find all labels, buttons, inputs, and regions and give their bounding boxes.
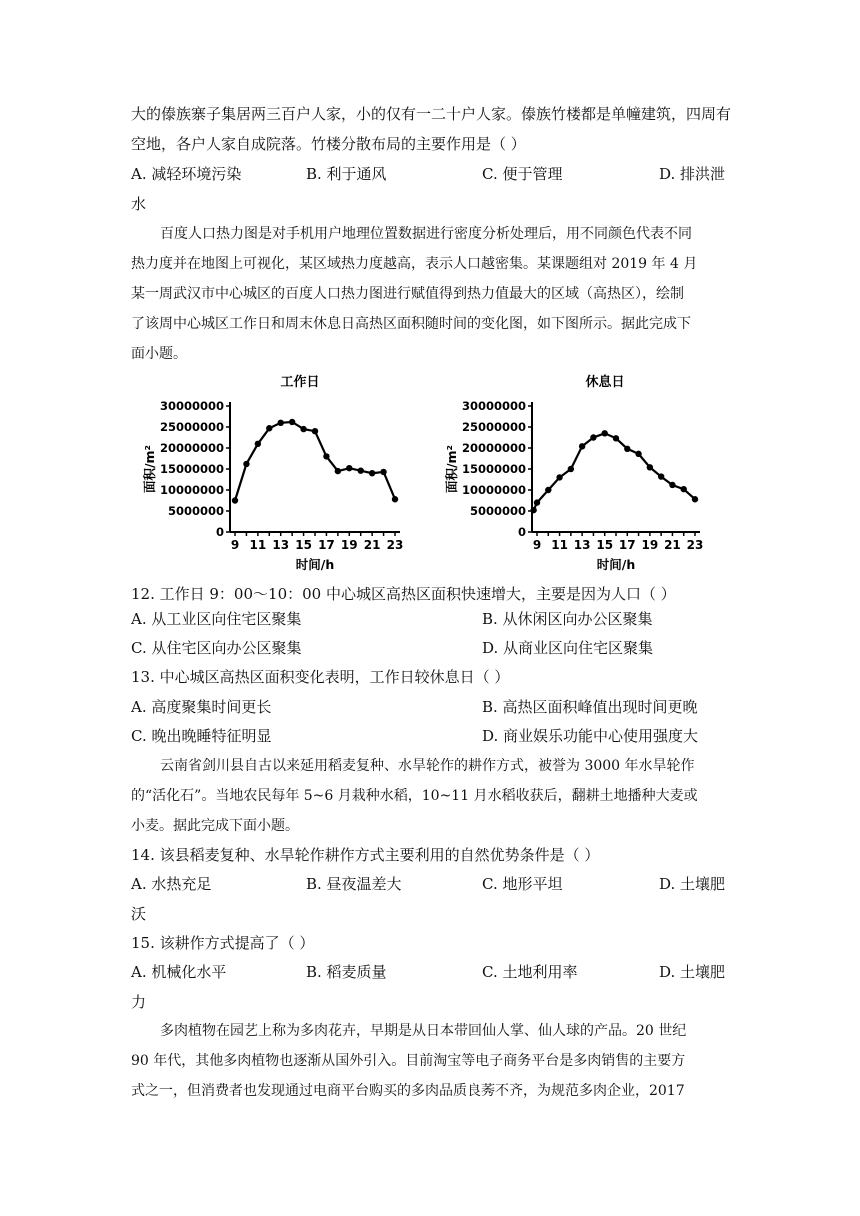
q15-option-c: C. 土地利用率 <box>482 963 578 981</box>
data-point <box>658 473 664 479</box>
data-point <box>579 443 585 449</box>
y-axis-label: 面积/m² <box>444 444 459 494</box>
x-tick-label: 17 <box>318 538 335 552</box>
x-tick-label: 17 <box>618 538 636 552</box>
y-axis-label: 面积/m² <box>142 444 157 494</box>
data-point <box>289 419 295 425</box>
passage2-line2: 热力度并在地图上可视化，某区域热力度越高，表示人口越密集。某课题组对 2019 年 4 月 <box>131 256 698 272</box>
chart-title: 工作日 <box>280 375 320 390</box>
y-tick-label: 0 <box>215 525 224 539</box>
data-point <box>556 474 562 480</box>
data-point <box>613 435 619 441</box>
q12-option-a: A. 从工业区向住宅区聚集 <box>131 610 302 628</box>
data-point <box>243 461 249 467</box>
passage2-line1: 百度人口热力图是对手机用户地理位置数据进行密度分析处理后，用不同颜色代表不同 <box>160 226 692 242</box>
q15-stem: 15. 该耕作方式提高了（ ） <box>131 934 315 952</box>
data-point <box>647 464 653 470</box>
passage1-line2: 空地，各户人家自成院落。竹楼分散布局的主要作用是（ ） <box>131 135 526 153</box>
y-tick-label: 25000000 <box>159 420 224 434</box>
passage4-line1: 多肉植物在园艺上称为多肉花卉，早期是从日本带回仙人掌、仙人球的产品。20 世纪 <box>160 1023 687 1039</box>
passage3-line3: 小麦。据此完成下面小题。 <box>131 818 299 834</box>
x-tick-label: 11 <box>551 538 568 552</box>
q14-option-d: D. 土壤肥 <box>659 875 726 893</box>
data-point <box>692 496 698 502</box>
q11-option-d-wrap: 水 <box>131 195 147 213</box>
passage2-line4: 了该周中心城区工作日和周末休息日高热区面积随时间的变化图，如下图所示。据此完成下 <box>131 316 691 332</box>
x-tick-label: 13 <box>272 538 290 552</box>
data-point <box>624 446 630 452</box>
x-tick-label: 9 <box>532 538 542 552</box>
x-tick-label: 19 <box>340 538 358 552</box>
passage3-line1: 云南省剑川县自古以来延用稻麦复种、水旱轮作的耕作方式，被誉为 3000 年水旱轮作 <box>160 758 695 774</box>
q15-option-a: A. 机械化水平 <box>131 963 227 981</box>
q11-option-c: C. 便于管理 <box>482 165 563 183</box>
y-tick-label: 10000000 <box>159 483 224 497</box>
y-tick-label: 0 <box>517 525 526 539</box>
q13-stem: 13. 中心城区高热区面积变化表明，工作日较休息日（ ） <box>131 668 510 686</box>
y-tick-label: 20000000 <box>159 441 224 455</box>
data-point <box>669 482 675 488</box>
q11-option-b: B. 利于通风 <box>306 165 387 183</box>
data-point <box>278 420 284 426</box>
data-point <box>530 507 536 513</box>
y-tick-label: 30000000 <box>159 399 224 413</box>
y-tick-label: 15000000 <box>159 462 224 476</box>
data-point <box>602 430 608 436</box>
y-tick-label: 15000000 <box>461 462 526 476</box>
q15-option-d: D. 土壤肥 <box>659 963 726 981</box>
data-point <box>392 496 398 502</box>
data-point <box>323 453 329 459</box>
x-axis-label: 时间/h <box>596 557 636 572</box>
q12-option-d: D. 从商业区向住宅区聚集 <box>482 639 654 657</box>
data-point <box>369 470 375 476</box>
passage4-line2: 90 年代，其他多肉植物也逐渐从国外引入。目前淘宝等电子商务平台是多肉销售的主要方 <box>131 1053 686 1069</box>
data-point <box>300 426 306 432</box>
passage1-line1: 大的傣族寨子集居两三百户人家，小的仅有一二十户人家。傣族竹楼都是单幢建筑，四周有 <box>131 105 732 123</box>
y-tick-label: 25000000 <box>461 420 526 434</box>
x-tick-label: 9 <box>230 538 240 552</box>
data-point <box>568 466 574 472</box>
q13-option-d: D. 商业娱乐功能中心使用强度大 <box>482 727 699 745</box>
x-tick-label: 23 <box>686 538 704 552</box>
charts-figure <box>130 368 730 580</box>
data-point <box>346 465 352 471</box>
x-axis-label: 时间/h <box>295 557 335 572</box>
q13-option-b: B. 高热区面积峰值出现时间更晚 <box>482 698 698 716</box>
data-point <box>681 486 687 492</box>
passage2-line3: 某一周武汉市中心城区的百度人口热力图进行赋值得到热力值最大的区域（高热区），绘制 <box>131 286 684 302</box>
data-point <box>312 428 318 434</box>
x-tick-label: 15 <box>295 538 312 552</box>
x-tick-label: 21 <box>363 538 381 552</box>
data-point <box>255 441 261 447</box>
y-tick-label: 30000000 <box>461 399 526 413</box>
q14-option-c: C. 地形平坦 <box>482 875 563 893</box>
q14-option-b: B. 昼夜温差大 <box>306 875 402 893</box>
q14-option-a: A. 水热充足 <box>131 875 212 893</box>
q13-option-a: A. 高度聚集时间更长 <box>131 698 272 716</box>
passage2-line5: 面小题。 <box>131 346 187 362</box>
passage3-line2: 的“活化石”。当地农民每年 5~6 月栽种水稻，10~11 月水稻收获后，翻耕土地播种大麦或 <box>131 788 698 804</box>
q12-option-b: B. 从休闲区向办公区聚集 <box>482 610 653 628</box>
q15-option-d-wrap: 力 <box>131 993 147 1011</box>
y-tick-label: 20000000 <box>461 441 526 455</box>
data-point <box>635 451 641 457</box>
q11-option-a: A. 减轻环境污染 <box>131 165 242 183</box>
x-tick-label: 13 <box>573 538 591 552</box>
q11-option-d: D. 排洪泄 <box>659 165 726 183</box>
passage4-line3: 式之一，但消费者也发现通过电商平台购买的多肉品质良莠不齐，为规范多肉企业，2017 <box>131 1083 685 1099</box>
q12-option-c: C. 从住宅区向办公区聚集 <box>131 639 302 657</box>
data-point <box>380 469 386 475</box>
data-point <box>358 467 364 473</box>
data-point <box>232 497 238 503</box>
q13-option-c: C. 晚出晚睡特征明显 <box>131 727 272 745</box>
data-point <box>534 499 540 505</box>
y-tick-label: 5000000 <box>167 504 224 518</box>
data-point <box>266 425 272 431</box>
x-tick-label: 11 <box>249 538 267 552</box>
data-point <box>590 434 596 440</box>
y-tick-label: 5000000 <box>469 504 526 518</box>
chart-title: 休息日 <box>585 375 625 390</box>
data-point <box>545 487 551 493</box>
q15-option-b: B. 稻麦质量 <box>306 963 387 981</box>
y-tick-label: 10000000 <box>461 483 526 497</box>
x-tick-label: 15 <box>596 538 614 552</box>
x-tick-label: 19 <box>641 538 659 552</box>
x-tick-label: 23 <box>386 538 404 552</box>
q14-option-d-wrap: 沃 <box>131 905 147 923</box>
q12-stem: 12. 工作日 9：00～10：00 中心城区高热区面积快速增大，主要是因为人口（ ） <box>131 585 676 603</box>
data-point <box>335 468 341 474</box>
x-tick-label: 21 <box>664 538 681 552</box>
series-line <box>534 433 695 510</box>
q14-stem: 14. 该县稻麦复种、水旱轮作耕作方式主要利用的自然优势条件是（ ） <box>131 846 600 864</box>
